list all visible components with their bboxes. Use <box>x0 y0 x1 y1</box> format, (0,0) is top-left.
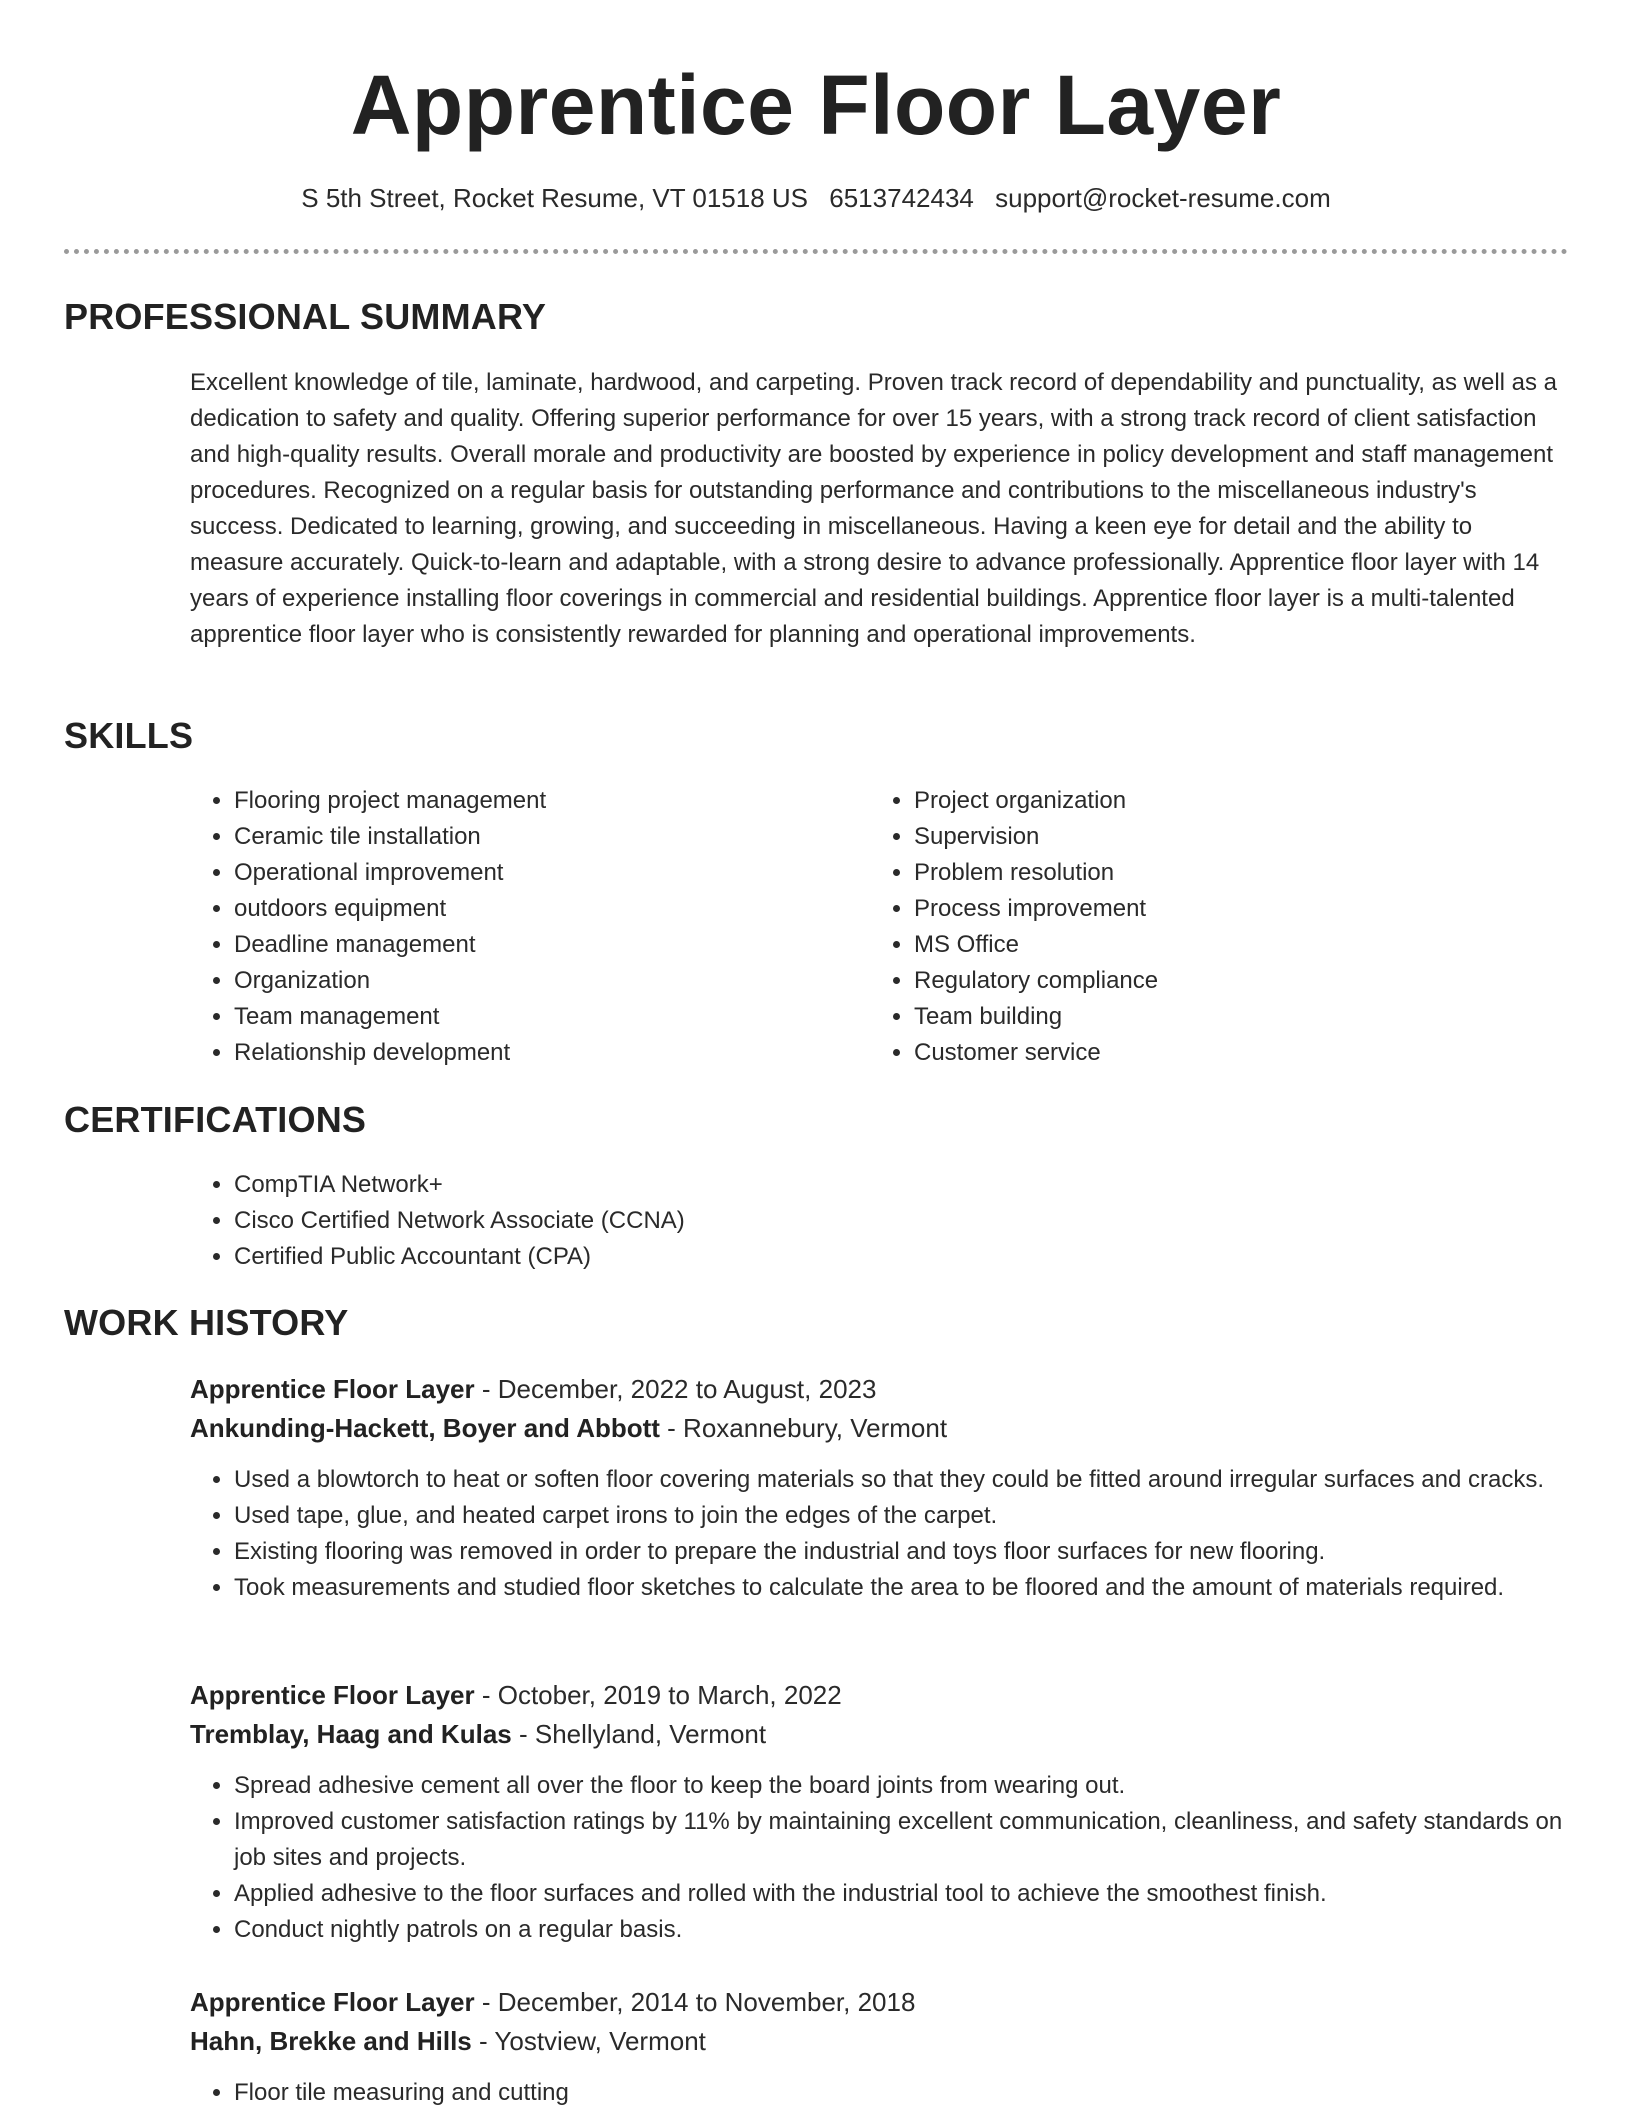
job-title-line <box>190 1983 1580 2022</box>
skill-item: • Problem resolution <box>914 855 1470 891</box>
job-location: - Yostview, Vermont <box>471 2026 706 2056</box>
certification-item: • Cisco Certified Network Associate (CCNA) <box>234 1203 1090 1239</box>
job-bullet: • Used tape, glue, and heated carpet irons to join the edges of the carpet. <box>234 1498 1580 1534</box>
job-bullet: • Took measurements and studied floor sketches to calculate the area to be floored and the amount of materials required. <box>234 1570 1580 1606</box>
job-title-line <box>190 1370 1580 1409</box>
job-bullet: • Floor tile measuring and cutting <box>234 2075 1580 2111</box>
job-entry <box>190 1676 1580 1948</box>
certification-item: • CompTIA Network+ <box>234 1167 1090 1203</box>
section-title-certifications: CERTIFICATIONS <box>64 1099 367 1140</box>
skill-item: • Customer service <box>914 1035 1470 1071</box>
job-company-line <box>190 2022 1580 2061</box>
skill-item: • Process improvement <box>914 891 1470 927</box>
job-company-line <box>190 1409 1580 1448</box>
job-company-line <box>190 1715 1580 1754</box>
contact-email: support@rocket-resume.com <box>995 183 1331 213</box>
skill-item: • Organization <box>234 963 790 999</box>
certification-item: • Certified Public Accountant (CPA) <box>234 1239 1090 1275</box>
section-title-skills: SKILLS <box>64 715 194 756</box>
job-dates: - December, 2014 to November, 2018 <box>474 1987 916 2017</box>
skill-item: • Flooring project management <box>234 783 790 819</box>
job-bullet: • Applied adhesive to the floor surfaces and rolled with the industrial tool to achieve the smoothest finish. <box>234 1876 1580 1912</box>
header-divider <box>64 249 1568 254</box>
resume-name: Apprentice Floor Layer <box>350 58 1282 152</box>
job-role: Apprentice Floor Layer <box>190 1680 475 1710</box>
job-location: - Shellyland, Vermont <box>511 1719 767 1749</box>
skill-item: • outdoors equipment <box>234 891 790 927</box>
section-title-work-history: WORK HISTORY <box>64 1302 349 1343</box>
job-dates: - October, 2019 to March, 2022 <box>474 1680 842 1710</box>
skill-item: • Team management <box>234 999 790 1035</box>
certifications-list <box>190 1167 1090 1275</box>
contact-address: S 5th Street, Rocket Resume, VT 01518 US <box>301 183 809 213</box>
contact-line <box>0 183 1632 214</box>
job-entry <box>190 1983 1580 2111</box>
contact-phone: 6513742434 <box>829 183 974 213</box>
skill-item: • Operational improvement <box>234 855 790 891</box>
job-bullet: • Existing flooring was removed in order to prepare the industrial and toys floor surfaces for new flooring. <box>234 1534 1580 1570</box>
job-entry <box>190 1370 1580 1606</box>
job-company: Hahn, Brekke and Hills <box>190 2026 472 2056</box>
skill-item: • Team building <box>914 999 1470 1035</box>
skills-column-left <box>190 783 790 1071</box>
skill-item: • Ceramic tile installation <box>234 819 790 855</box>
skill-item: • Project organization <box>914 783 1470 819</box>
job-role: Apprentice Floor Layer <box>190 1374 475 1404</box>
skill-item: • Regulatory compliance <box>914 963 1470 999</box>
job-dates: - December, 2022 to August, 2023 <box>474 1374 877 1404</box>
summary-text: Excellent knowledge of tile, laminate, hardwood, and carpeting. Proven track record of dependability and punctuality, as well as a dedication to safety and quality. Offering superior performance for over 15 years, with a strong track record of client satisfaction and high-quality results. Overall morale and productivity are boosted by experience in policy development and staff management procedures. Recognized on a regular basis for outstanding performance and contributions to the miscellaneous industry's success. Dedicated to learning, growing, and succeeding in miscellaneous. Having a keen eye for detail and the ability to measure accurately. Quick-to-learn and adaptable, with a strong desire to advance professionally. Apprentice floor layer with 14 years of experience installing floor coverings in commercial and residential buildings. Apprentice floor layer is a multi-talented apprentice floor layer who is consistently rewarded for planning and operational improvements. <box>190 369 1558 648</box>
job-bullet: • Conduct nightly patrols on a regular basis. <box>234 1912 1580 1948</box>
skill-item: • Relationship development <box>234 1035 790 1071</box>
skill-item: • Deadline management <box>234 927 790 963</box>
job-title-line <box>190 1676 1580 1715</box>
job-company: Ankunding-Hackett, Boyer and Abbott <box>190 1413 660 1443</box>
skill-item: • Supervision <box>914 819 1470 855</box>
job-bullet: • Used a blowtorch to heat or soften floor covering materials so that they could be fitted around irregular surfaces and cracks. <box>234 1462 1580 1498</box>
section-title-summary: PROFESSIONAL SUMMARY <box>64 296 547 337</box>
job-role: Apprentice Floor Layer <box>190 1987 475 2017</box>
job-bullet: • Improved customer satisfaction ratings by 11% by maintaining excellent communication, cleanliness, and safety standards on job sites and projects. <box>234 1804 1580 1876</box>
job-company: Tremblay, Haag and Kulas <box>190 1719 512 1749</box>
skills-column-right <box>870 783 1470 1071</box>
job-location: - Roxannebury, Vermont <box>659 1413 948 1443</box>
job-bullet: • Spread adhesive cement all over the floor to keep the board joints from wearing out. <box>234 1768 1580 1804</box>
skill-item: • MS Office <box>914 927 1470 963</box>
